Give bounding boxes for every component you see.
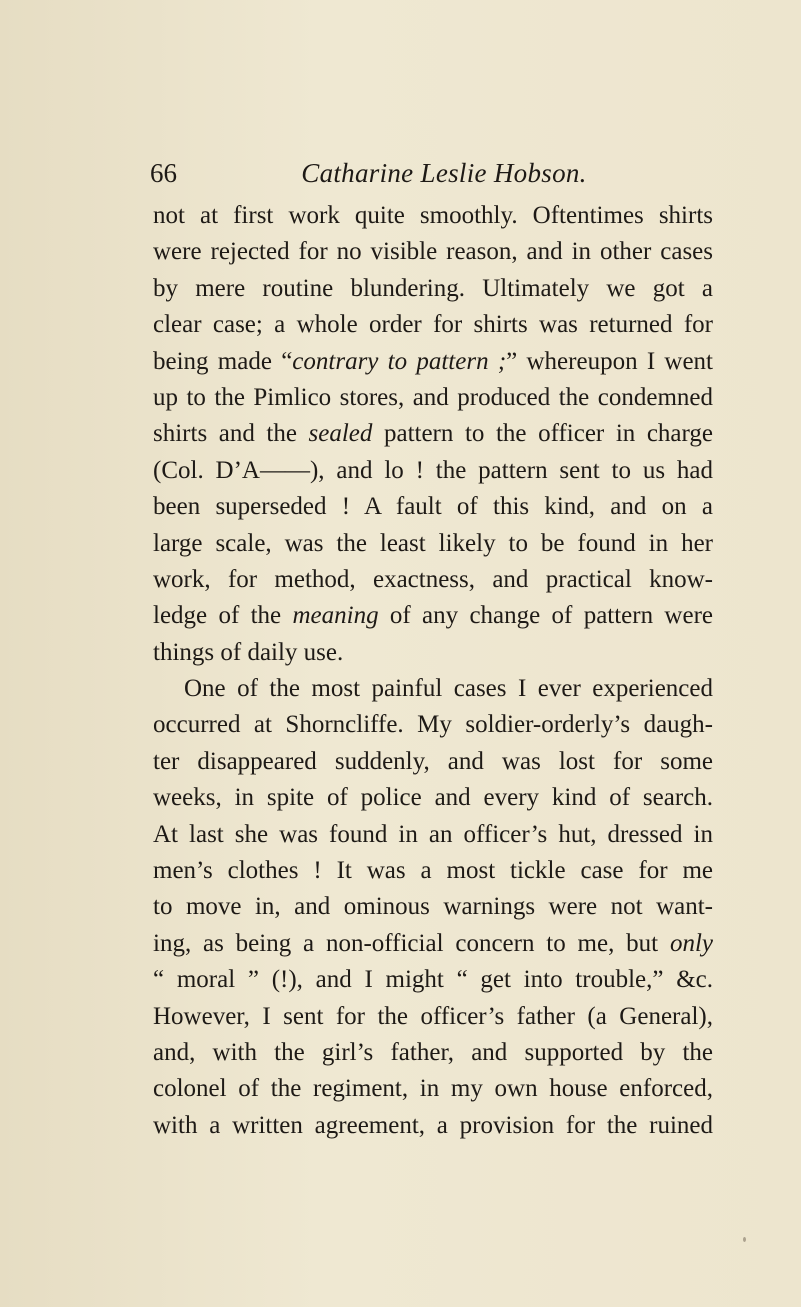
- text-line: been superseded ! A fault of this kind, and on a: [153, 493, 713, 521]
- italic-emphasis: contrary to pattern ;: [292, 347, 507, 375]
- text-line: However, I sent for the officer’s father (a General),: [153, 1002, 713, 1030]
- text-line: “ moral ” (!), and I might “ get into trouble,” &c.: [153, 966, 713, 994]
- text-line: occurred at Shorncliffe. My soldier-orderly’s daugh-: [153, 711, 713, 739]
- page-header: [150, 158, 710, 198]
- text-line: ter disappeared suddenly, and was lost for some: [153, 747, 713, 775]
- text-line: were rejected for no visible reason, and in other cases: [153, 238, 713, 266]
- text-line: [153, 598, 713, 634]
- italic-emphasis: sealed: [308, 420, 373, 448]
- running-title: Catharine Leslie Hobson.: [301, 158, 587, 188]
- italic-emphasis: only: [669, 929, 713, 957]
- text-run: ledge of the: [153, 602, 293, 630]
- italic-emphasis: meaning: [292, 602, 379, 630]
- text-line: and, with the girl’s father, and supported by the: [153, 1038, 713, 1066]
- text-line: men’s clothes ! It was a most tickle case for me: [153, 857, 713, 885]
- paragraph-end-line: things of daily use.: [153, 638, 344, 666]
- text-run: of any change of pattern were: [378, 602, 713, 630]
- text-line: [153, 926, 713, 962]
- text-run: being made “: [153, 347, 293, 375]
- text-run: shirts and the: [153, 420, 309, 448]
- text-line: colonel of the regiment, in my own house enforced,: [153, 1075, 713, 1103]
- text-line: up to the Pimlico stores, and produced the condemned: [153, 383, 713, 411]
- text-line: by mere routine blundering. Ultimately we got a: [153, 274, 713, 302]
- text-line: clear case; a whole order for shirts was returned for: [153, 311, 713, 339]
- text-line: weeks, in spite of police and every kind of search.: [153, 784, 713, 812]
- text-line: work, for method, exactness, and practical know-: [153, 565, 713, 593]
- text-line: with a written agreement, a provision for the ruined: [153, 1111, 713, 1139]
- text-line: to move in, and ominous warnings were not want-: [153, 893, 713, 921]
- body-text: [153, 198, 713, 1144]
- text-line: not at first work quite smoothly. Oftentimes shirts: [153, 202, 713, 229]
- text-run: pattern to the officer in charge: [372, 420, 713, 448]
- text-line: At last she was found in an officer’s hut, dressed in: [153, 820, 713, 848]
- text-line: (Col. D’A——), and lo ! the pattern sent to us had: [153, 456, 713, 484]
- page-number: 66: [150, 158, 177, 188]
- text-run: ” whereupon I went: [506, 347, 714, 375]
- ink-speck: [743, 1237, 746, 1242]
- text-line: [153, 416, 713, 452]
- text-line: [153, 344, 713, 380]
- text-line: large scale, was the least likely to be found in her: [153, 529, 713, 557]
- paragraph-start-line: One of the most painful cases I ever experienced: [184, 675, 713, 703]
- text-run: ing, as being a non-official concern to me, but: [153, 929, 670, 957]
